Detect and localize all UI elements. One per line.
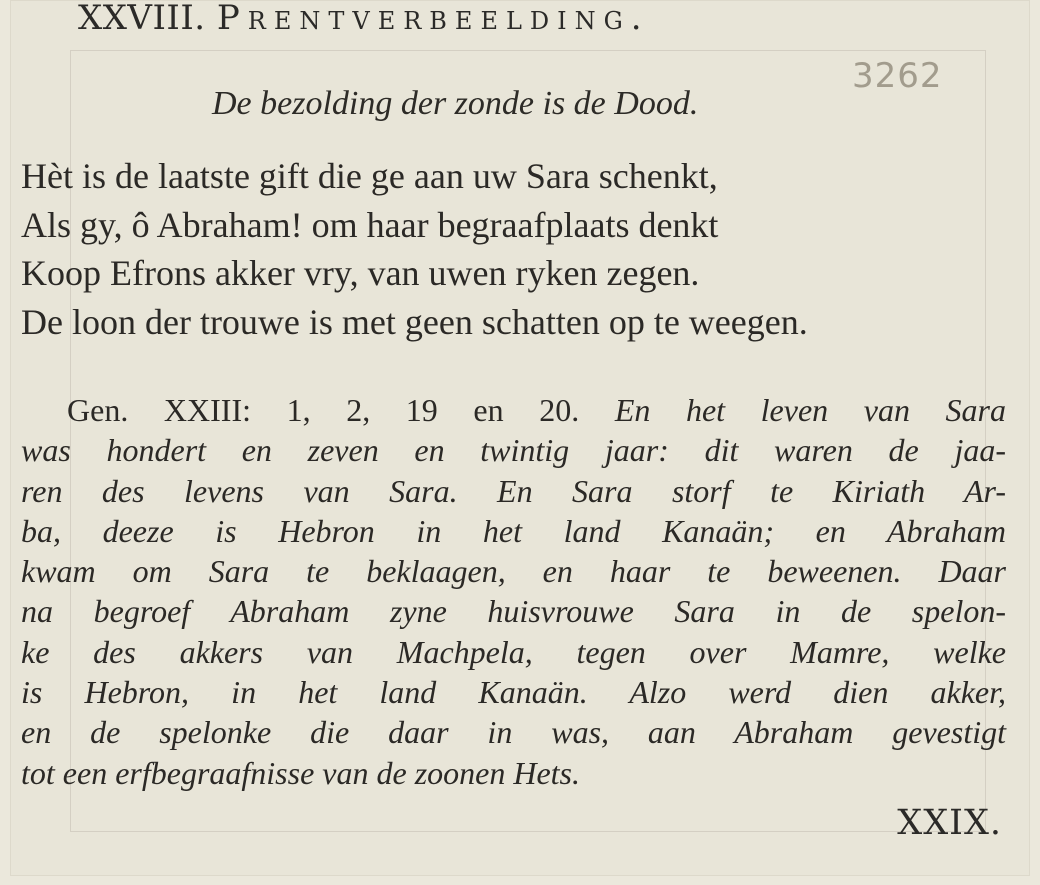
verse-line: Als gy, ô Abraham! om haar begraafplaats denkt [21, 204, 719, 245]
inventory-number: 3262 [852, 56, 943, 96]
scripture-line: ba, deeze is Hebron in het land Kanaän; en Abraham [21, 512, 1006, 549]
scripture-line: ren des levens van Sara. En Sara storf te Kiriath Ar- [21, 472, 1006, 509]
page-heading [78, 0, 650, 38]
scripture-line [21, 390, 1006, 430]
scripture-reference: Gen. XXIII: 1, 2, 19 en 20. [67, 392, 580, 428]
next-page-number: XXIX. [897, 803, 1002, 843]
scripture-line: ke des akkers van Machpela, tegen over Mamre, welke [21, 633, 1006, 670]
scripture-line: tot een erfbegraafnisse van de zoonen Hets. [21, 754, 580, 791]
scripture-line: en de spelonke die daar in was, aan Abraham gevestigt [21, 714, 1006, 751]
heading-title: Prentverbeelding. [216, 0, 650, 38]
scripture-passage [21, 390, 1006, 793]
verse-line: Hèt is de laatste gift die ge aan uw Sara schenkt, [21, 156, 718, 196]
verse-line: Koop Efrons akker vry, van uwen ryken zegen. [21, 253, 700, 293]
motto: De bezolding der zonde is de Dood. [212, 85, 699, 122]
scripture-first-line-text: En het leven van Sara [614, 392, 1007, 428]
scripture-line: was hondert en zeven en twintig jaar: dit waren de jaa- [21, 432, 1006, 469]
heading-number: XXVIII. [78, 0, 206, 38]
scripture-line: kwam om Sara te beklaagen, en haar te beweenen. Daar [21, 553, 1006, 590]
scripture-line: na begroef Abraham zyne huisvrouwe Sara in de spelon- [21, 593, 1006, 630]
verse [21, 152, 1011, 346]
verse-line: De loon der trouwe is met geen schatten op te weegen. [21, 301, 808, 342]
scripture-line: is Hebron, in het land Kanaän. Alzo werd dien akker, [21, 674, 1006, 711]
